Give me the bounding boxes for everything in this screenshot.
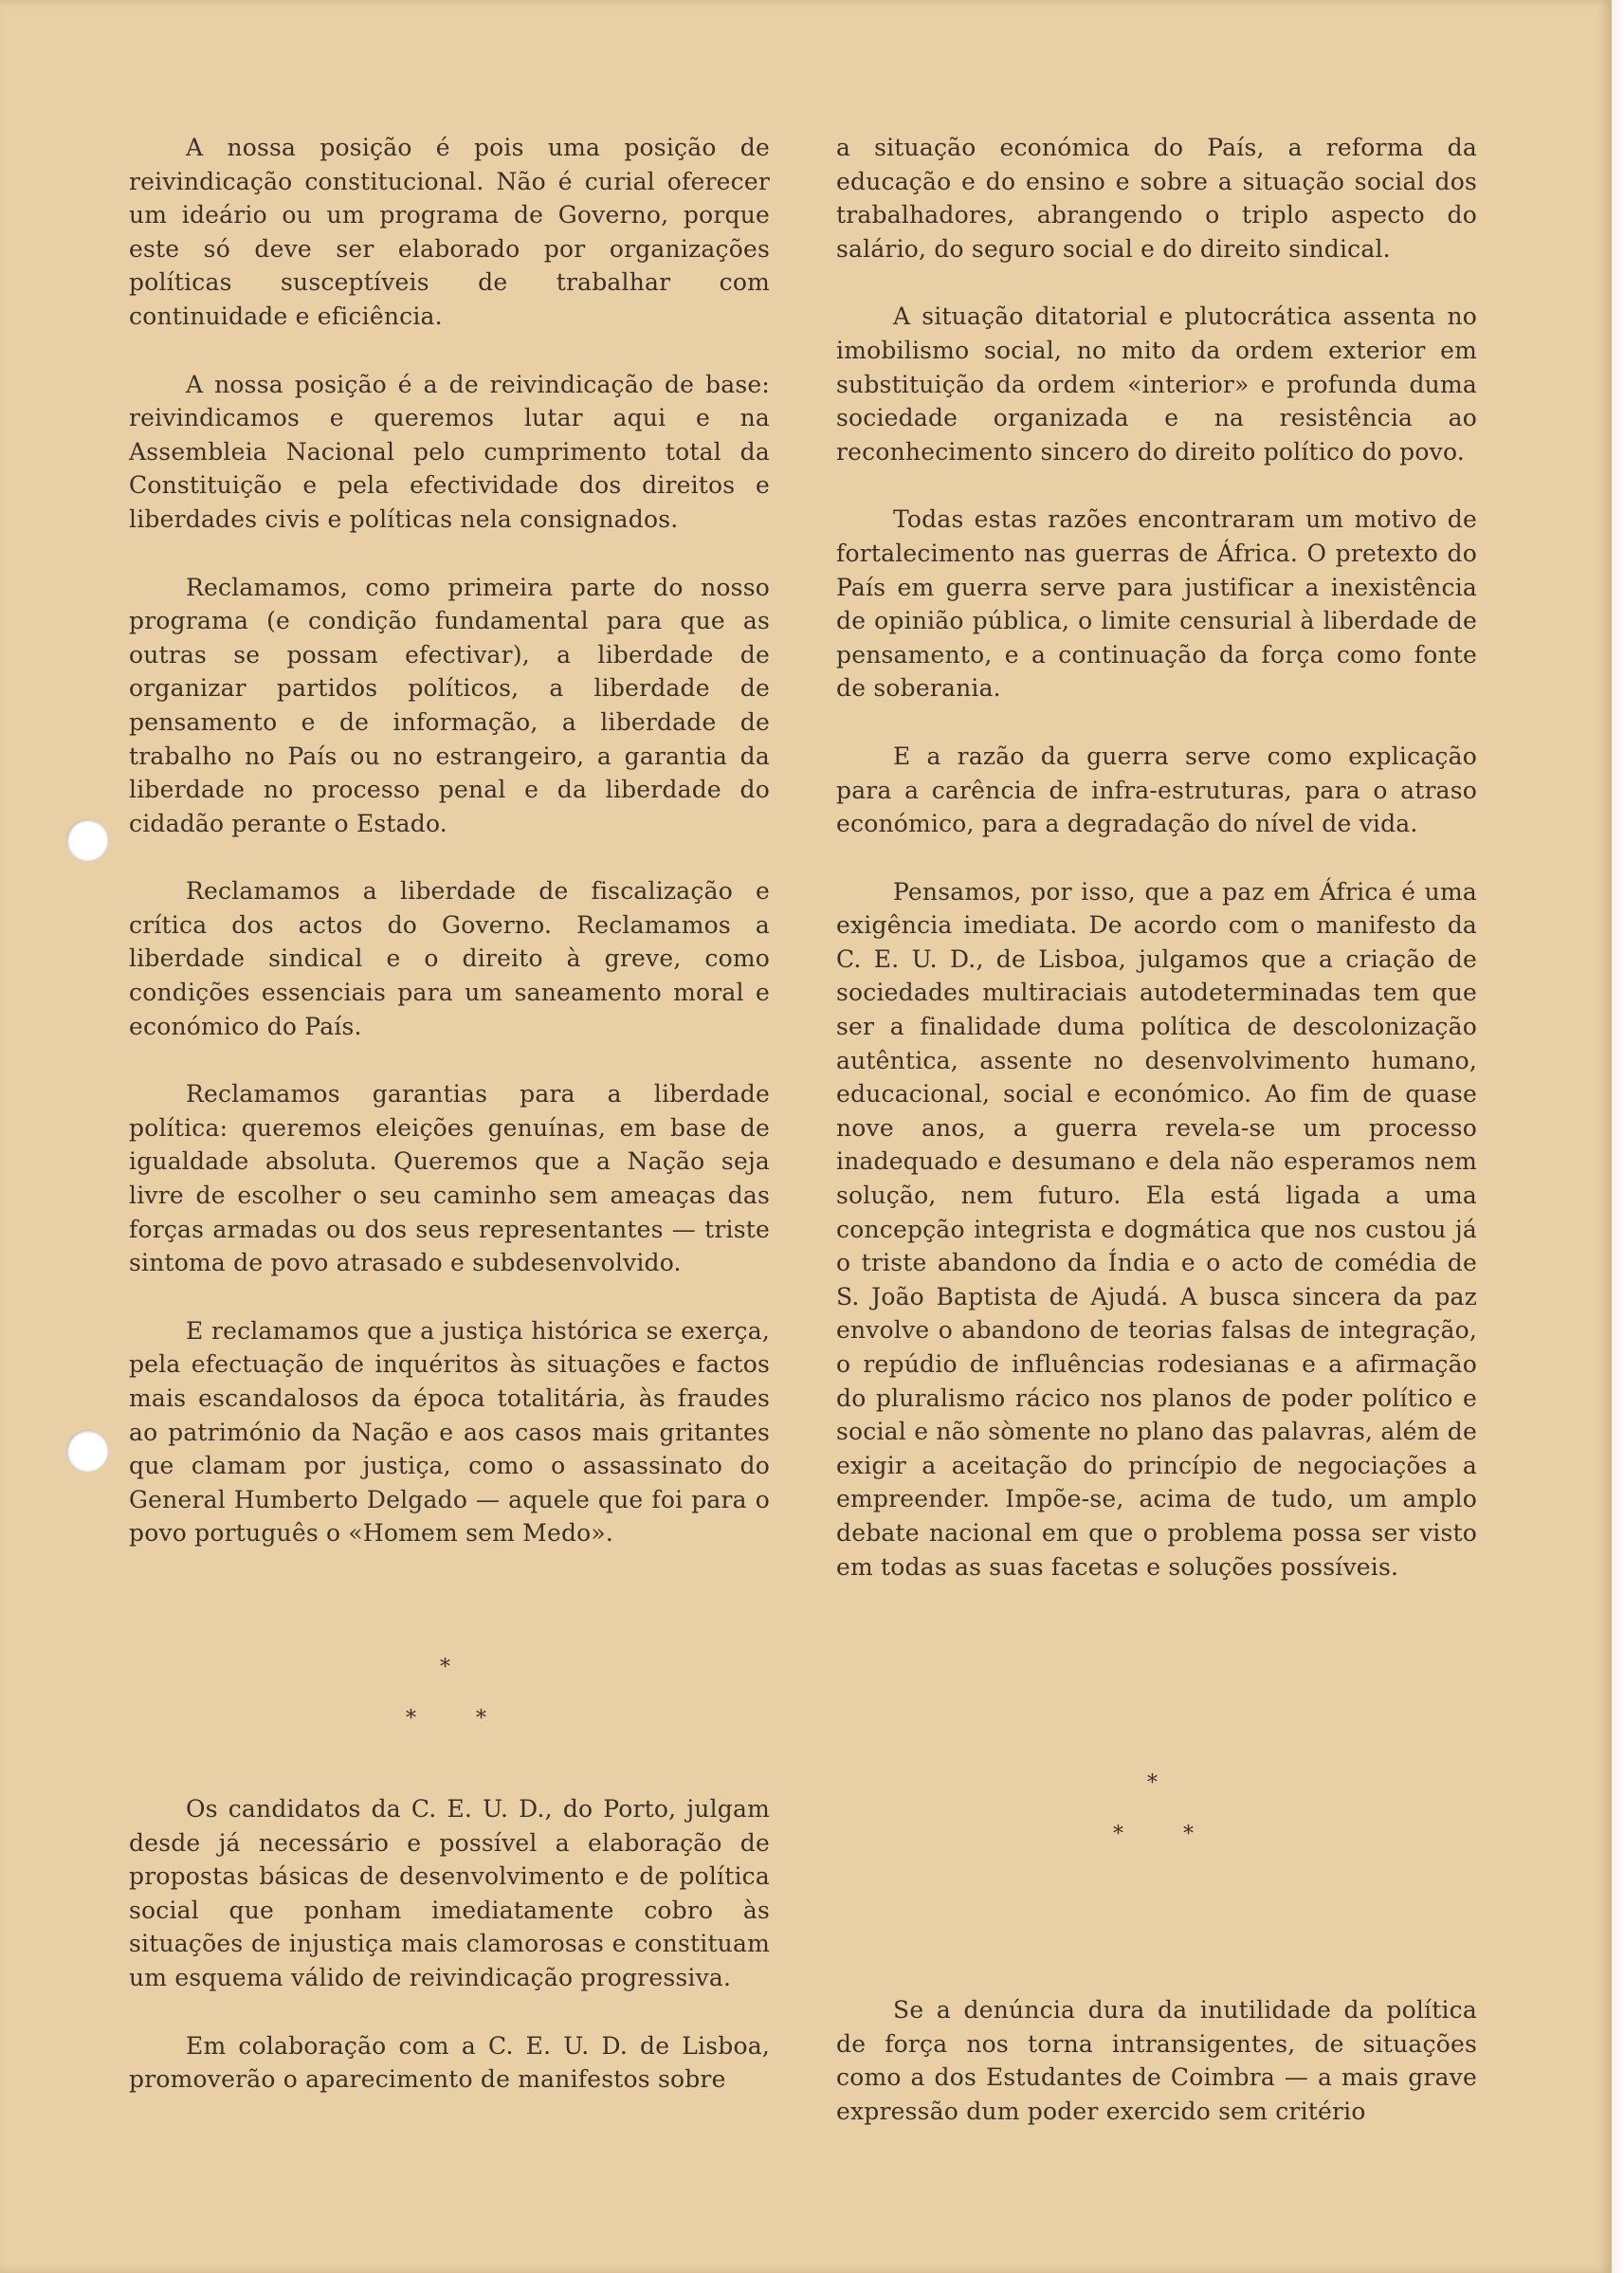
paragraph: E reclamamos que a justiça histórica se exerça, pela efectuação de inquéritos às situações e factos mais escandalosos da época totalitária, às fraudes ao património da Nação e aos casos mais gritantes que clamam por justiça, como o assassinato do General Humberto Delgado — aquele que foi para o povo português o «Homem sem Medo». <box>129 1316 770 1548</box>
left-column-lower <box>129 1792 770 2131</box>
separator-star: * <box>440 1656 450 1679</box>
separator-star: * <box>406 1707 416 1731</box>
paragraph: A situação ditatorial e plutocrática assenta no imobilismo social, no mito da ordem exterior em substituição da ordem «interior» e profunda duma sociedade organizada e na resistência ao reconhecimento sincero do direito político do povo. <box>836 302 1477 466</box>
paragraph: A nossa posição é a de reivindicação de base: reivindicamos e queremos lutar aqui e na Assembleia Nacional pelo cumprimento total da Constituição e pela efectividade dos direitos e liberdades civis e políticas nela consignados. <box>129 370 770 533</box>
paragraph: Os candidatos da C. E. U. D., do Porto, julgam desde já necessário e possível a elaboração de propostas básicas de desenvolvimento e de política social que ponham imediatamente cobro às situações de injustiça mais clamorosas e constituam um esquema válido de reivindicação progressiva. <box>129 1795 770 1991</box>
paragraph: Reclamamos, como primeira parte do nosso programa (e condição fundamental para que as outras se possam efectivar), a liberdade de organizar partidos políticos, a liberdade de pensamento e de informação, a liberdade de trabalho no País ou no estrangeiro, a garantia da liberdade no processo penal e da liberdade do cidadão perante o Estado. <box>129 573 770 837</box>
right-column-lower <box>836 1993 1477 2162</box>
paragraph: Em colaboração com a C. E. U. D. de Lisboa, promoverão o aparecimento de manifestos sobre <box>129 2031 770 2094</box>
left-column <box>129 131 770 1585</box>
paragraph: Reclamamos garantias para a liberdade política: queremos eleições genuínas, em base de igualdade absoluta. Queremos que a Nação seja livre de escolher o seu caminho sem ameaças das forças armadas ou dos seus representantes — triste sintoma de povo atrasado e subdesenvolvido. <box>129 1080 770 1277</box>
punch-hole-upper <box>66 819 108 861</box>
separator-star: * <box>476 1707 486 1731</box>
paragraph: Se a denúncia dura da inutilidade da política de força nos torna intransigentes, de situações como a dos Estudantes de Coimbra — a mais grave expressão dum poder exercido sem critério <box>836 1996 1477 2125</box>
paragraph: Todas estas razões encontraram um motivo de fortalecimento nas guerras de África. O pretexto do País em guerra serve para justificar a inexistência de opinião pública, o limite censurial à liberdade de pensamento, e a continuação da força como fonte de soberania. <box>836 505 1477 703</box>
separator-star: * <box>1147 1771 1158 1795</box>
paragraph: A nossa posição é pois uma posição de reivindicação constitucional. Não é curial oferecer um ideário ou um programa de Governo, porque este só deve ser elaborado por organizações políticas susceptíveis de trabalhar com continuidade e eficiência. <box>129 134 770 330</box>
separator-star: * <box>1113 1823 1123 1846</box>
paragraph: E a razão da guerra serve como explicação para a carência de infra-estruturas, para o atraso económico, para a degradação do nível de vida. <box>836 742 1477 838</box>
paragraph: Pensamos, por isso, que a paz em África é uma exigência imediata. De acordo com o manifesto da C. E. U. D., de Lisboa, julgamos que a criação de sociedades multiraciais autodeterminadas tem que ser a finalidade duma política de descolonização autêntica, assente no desenvolvimento humano, educacional, social e económico. Ao fim de quase nove anos, a guerra revela-se um processo inadequado e desumano e dela não esperamos nem solução, nem futuro. Ela está ligada a uma concepção integrista e dogmática que nos custou já o triste abandono da Índia e o acto de comédia de S. João Baptista de Ajudá. A busca sincera da paz envolve o abandono de teorias falsas de integração, o repúdio de influências rodesianas e a afirmação do pluralismo rácico nos planos de poder político e social e não sòmente no plano das palavras, além de exigir a aceitação do princípio de negociações a empreender. Impõe-se, acima de tudo, um amplo debate nacional em que o problema possa ser visto em todas as suas facetas e soluções possíveis. <box>836 877 1477 1581</box>
separator-star: * <box>1183 1823 1194 1846</box>
right-column <box>836 131 1477 1618</box>
punch-hole-lower <box>66 1430 108 1472</box>
paragraph: a situação económica do País, a reforma da educação e do ensino e sobre a situação social dos trabalhadores, abrangendo o triplo aspecto do salário, do seguro social e do direito sindical. <box>836 134 1477 263</box>
page-edge <box>1612 0 1624 2273</box>
paragraph: Reclamamos a liberdade de fiscalização e crítica dos actos do Governo. Reclamamos a liberdade sindical e o direito à greve, como condições essenciais para um saneamento moral e económico do País. <box>129 877 770 1040</box>
